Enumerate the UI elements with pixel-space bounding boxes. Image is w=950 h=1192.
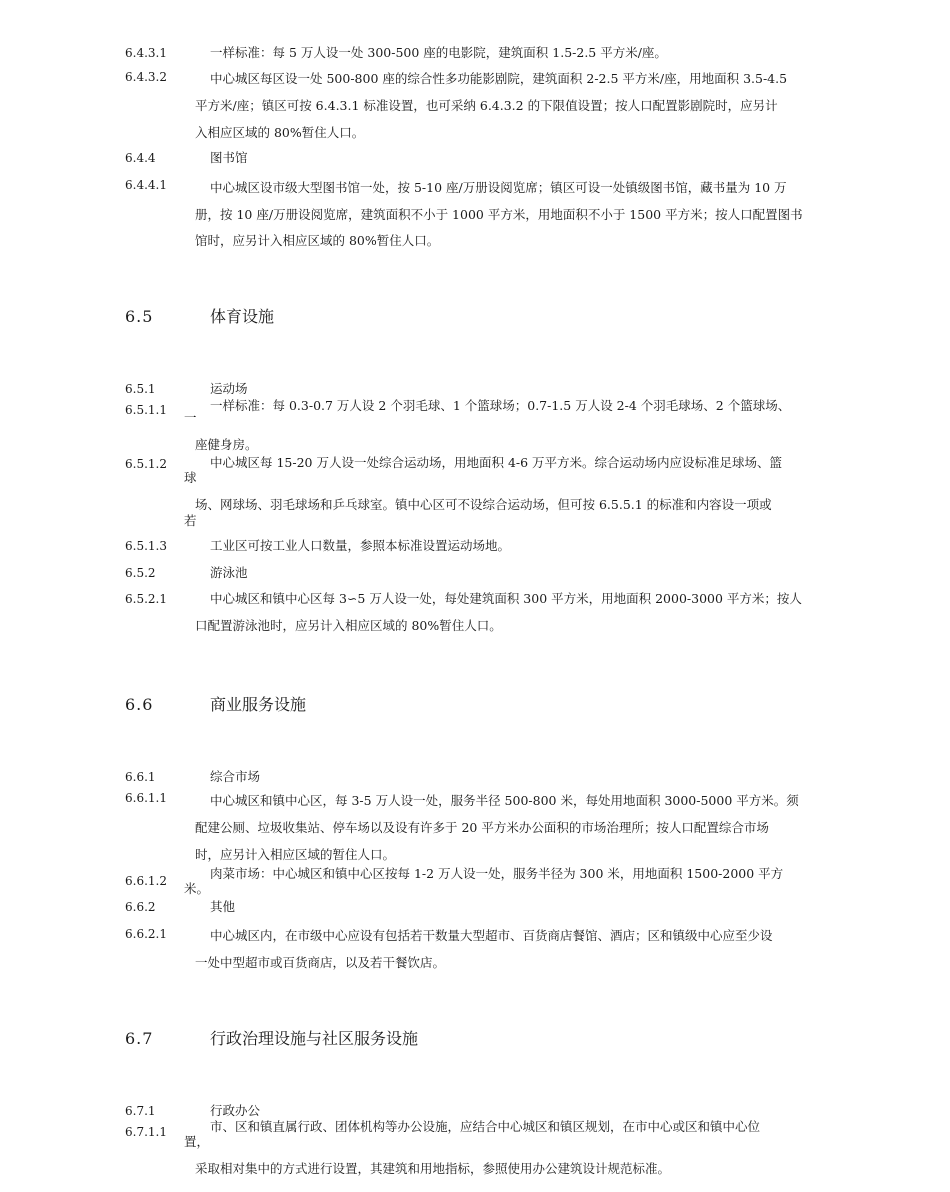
section-number: 6.6 <box>125 695 154 714</box>
clause-text-overflow: 置， <box>184 1134 210 1149</box>
clause-text-overflow: 若 <box>184 513 197 528</box>
clause-text: 中心城区设市级大型图书馆一处，按 5-10 座/万册设阅览席；镇区可设一处镇级图书馆，藏书量为 10 万 <box>210 180 787 195</box>
clause-text: 肉菜市场：中心城区和镇中心区按每 1-2 万人设一处，服务半径为 300 米，用地面积 1500-2000 平方 <box>210 866 784 881</box>
clause-number: 6.7.1 <box>125 1104 156 1118</box>
section-title: 行政治理设施与社区服务设施 <box>210 1029 419 1048</box>
clause-heading: 综合市场 <box>210 769 261 784</box>
clause-text: 中心城区和镇中心区每 3∽5 万人设一处，每处建筑面积 300 平方米，用地面积 2000-3000 平方米；按人 <box>210 591 802 606</box>
clause-number: 6.6.1 <box>125 770 156 784</box>
clause-number: 6.5.2 <box>125 566 156 580</box>
clause-text: 中心城区每区设一处 500-800 座的综合性多功能影剧院，建筑面积 2-2.5 平方米/座，用地面积 3.5-4.5 <box>210 71 788 86</box>
clause-number: 6.5.1 <box>125 382 156 396</box>
clause-text: 中心城区内，在市级中心应设有包括若干数量大型超市、百货商店餐馆、酒店；区和镇级中心应至少设 <box>210 928 773 943</box>
section-title: 体育设施 <box>210 307 275 326</box>
section-title: 商业服务设施 <box>210 695 307 714</box>
clause-number: 6.5.1.3 <box>125 539 167 553</box>
clause-text: 一样标准：每 5 万人设一处 300-500 座的电影院，建筑面积 1.5-2.5 平方米/座。 <box>210 45 667 60</box>
clause-text: 册，按 10 座/万册设阅览席，建筑面积不小于 1000 平方米，用地面积不小于 1500 平方米；按人口配置图书 <box>195 207 803 222</box>
clause-text-cutoff: 采取相对集中的方式进行设置，其建筑和用地指标，参照使用办公建筑设计规范标准。 <box>195 1161 671 1176</box>
clause-number: 6.5.1.1 <box>125 403 167 417</box>
clause-text-overflow: 米。 <box>184 881 210 896</box>
clause-text: 座健身房。 <box>195 437 258 452</box>
clause-heading: 图书馆 <box>210 150 248 165</box>
clause-number: 6.6.2.1 <box>125 927 167 941</box>
clause-text: 一处中型超市或百货商店，以及若干餐饮店。 <box>195 955 446 970</box>
clause-heading: 游泳池 <box>210 565 248 580</box>
clause-number: 6.4.4.1 <box>125 178 167 192</box>
clause-text: 时，应另计入相应区域的暂住人口。 <box>195 847 396 862</box>
clause-text-overflow: 一 <box>184 410 197 425</box>
clause-number: 6.4.3.1 <box>125 46 167 60</box>
clause-number: 6.6.2 <box>125 900 156 914</box>
clause-text: 口配置游泳池时，应另计入相应区域的 80%暂住人口。 <box>195 618 502 633</box>
clause-text: 馆时，应另计入相应区域的 80%暂住人口。 <box>195 233 440 248</box>
clause-heading: 运动场 <box>210 381 248 396</box>
clause-text: 市、区和镇直属行政、团体机构等办公设施，应结合中心城区和镇区规划，在市中心或区和镇中心位 <box>210 1119 761 1134</box>
clause-text: 场、网球场、羽毛球场和乒乓球室。镇中心区可不设综合运动场，但可按 6.5.5.1 的标准和内容设一项或 <box>195 497 772 512</box>
clause-number: 6.6.1.2 <box>125 874 167 888</box>
clause-number: 6.4.3.2 <box>125 70 167 84</box>
clause-number: 6.5.2.1 <box>125 592 167 606</box>
clause-text: 配建公厕、垃圾收集站、停车场以及设有许多于 20 平方米办公面积的市场治理所；按人口配置综合市场 <box>195 820 769 835</box>
clause-text: 工业区可按工业人口数量，参照本标准设置运动场地。 <box>210 538 511 553</box>
clause-heading: 行政办公 <box>210 1103 261 1118</box>
clause-text: 中心城区和镇中心区，每 3-5 万人设一处，服务半径 500-800 米，每处用地面积 3000-5000 平方米。须 <box>210 793 799 808</box>
clause-number: 6.7.1.1 <box>125 1125 167 1139</box>
section-number: 6.7 <box>125 1029 154 1048</box>
clause-number: 6.5.1.2 <box>125 457 167 471</box>
clause-number: 6.4.4 <box>125 151 156 165</box>
clause-number: 6.6.1.1 <box>125 791 167 805</box>
clause-text: 中心城区每 15-20 万人设一处综合运动场，用地面积 4-6 万平方米。综合运动场内应设标准足球场、篮 <box>210 455 783 470</box>
section-number: 6.5 <box>125 307 154 326</box>
clause-text-overflow: 球 <box>184 470 197 485</box>
clause-text: 入相应区域的 80%暂住人口。 <box>195 125 365 140</box>
clause-heading: 其他 <box>210 899 236 914</box>
clause-text: 一样标准：每 0.3-0.7 万人设 2 个羽毛球、1 个篮球场；0.7-1.5 万人设 2-4 个羽毛球场、2 个篮球场、 <box>210 398 791 413</box>
clause-text: 平方米/座；镇区可按 6.4.3.1 标准设置，也可采纳 6.4.3.2 的下限值设置；按人口配置影剧院时，应另计 <box>195 98 778 113</box>
